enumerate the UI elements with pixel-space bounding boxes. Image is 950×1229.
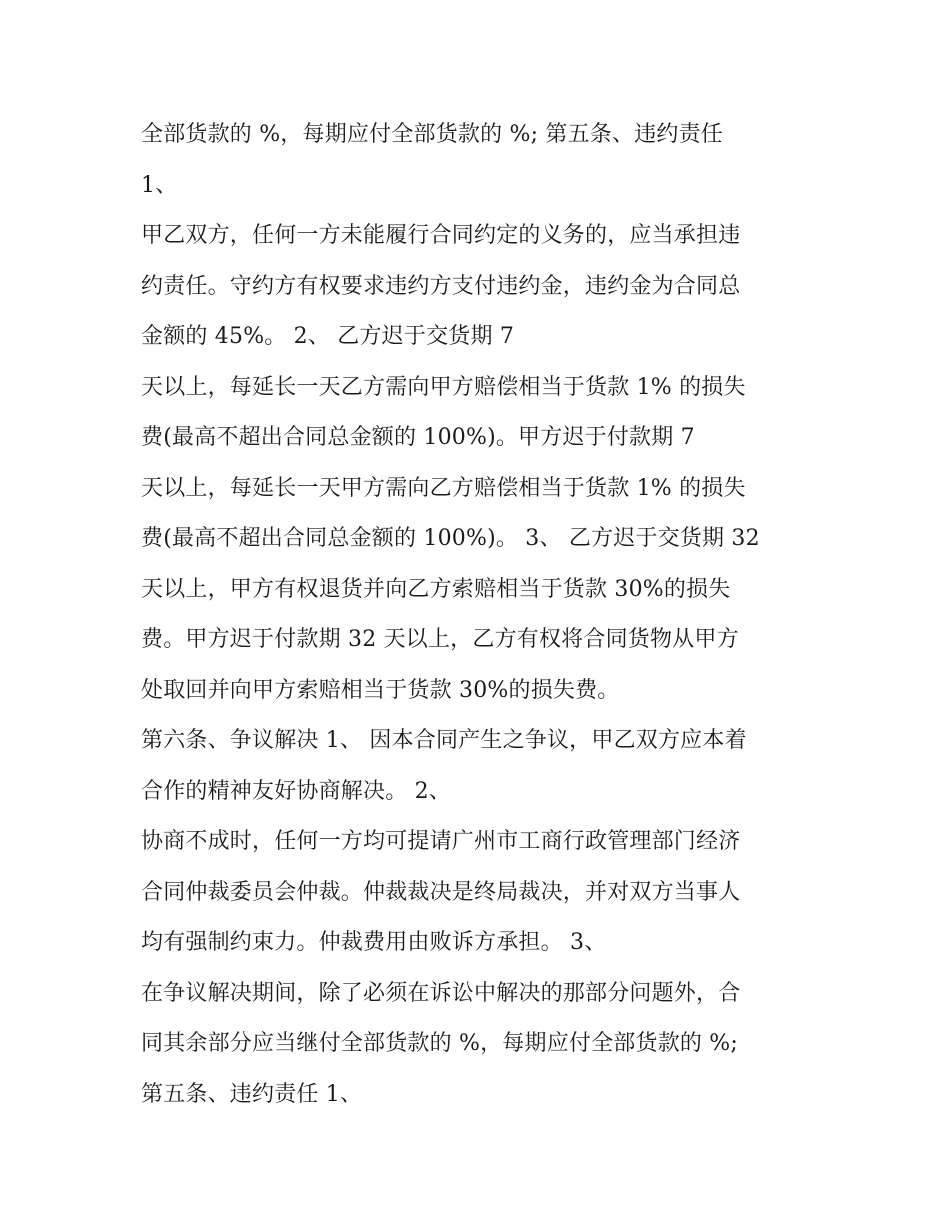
text-line: 第五条、违约责任 1、 xyxy=(141,1081,363,1107)
text-line: 均有强制约束力。仲裁费用由败诉方承担。 3、 xyxy=(141,930,607,955)
text-line: 第六条、争议解决 1、 因本合同产生之争议，甲乙双方应本着 xyxy=(141,728,747,753)
text-line: 全部货款的 %，每期应付全部货款的 %; 第五条、违约责任 xyxy=(141,122,724,147)
text-line: 合作的精神友好协商解决。 2、 xyxy=(141,778,451,804)
text-line: 同其余部分应当继付全部货款的 %，每期应付全部货款的 %; xyxy=(141,1031,739,1056)
text-line: 处取回并向甲方索赔相当于货款 30%的损失费。 xyxy=(141,677,620,703)
text-line: 1、 xyxy=(141,172,178,198)
text-line: 天以上，每延长一天甲方需向乙方赔偿相当于货款 1% 的损失 xyxy=(141,475,746,501)
text-line: 天以上，甲方有权退货并向乙方索赔相当于货款 30%的损失 xyxy=(141,576,731,602)
text-line: 费。甲方迟于付款期 32 天以上，乙方有权将合同货物从甲方 xyxy=(141,627,739,652)
text-line: 金额的 45%。 2、 乙方迟于交货期 7 xyxy=(141,324,515,349)
text-line: 约责任。守约方有权要求违约方支付违约金，违约金为合同总 xyxy=(141,273,741,299)
text-line: 在争议解决期间，除了必须在诉讼中解决的那部分问题外，合 xyxy=(141,980,741,1006)
text-line: 费(最高不超出合同总金额的 100%)。 3、 乙方迟于交货期 32 xyxy=(141,526,760,551)
text-line: 天以上，每延长一天乙方需向甲方赔偿相当于货款 1% 的损失 xyxy=(141,374,746,400)
text-line: 协商不成时，任何一方均可提请广州市工商行政管理部门经济 xyxy=(141,829,741,854)
text-line: 甲乙双方，任何一方未能履行合同约定的义务的，应当承担违 xyxy=(141,223,741,248)
text-line: 合同仲裁委员会仲裁。仲裁裁决是终局裁决，并对双方当事人 xyxy=(141,879,741,905)
text-line: 费(最高不超出合同总金额的 100%)。甲方迟于付款期 7 xyxy=(141,425,695,450)
document-page xyxy=(141,110,821,1120)
